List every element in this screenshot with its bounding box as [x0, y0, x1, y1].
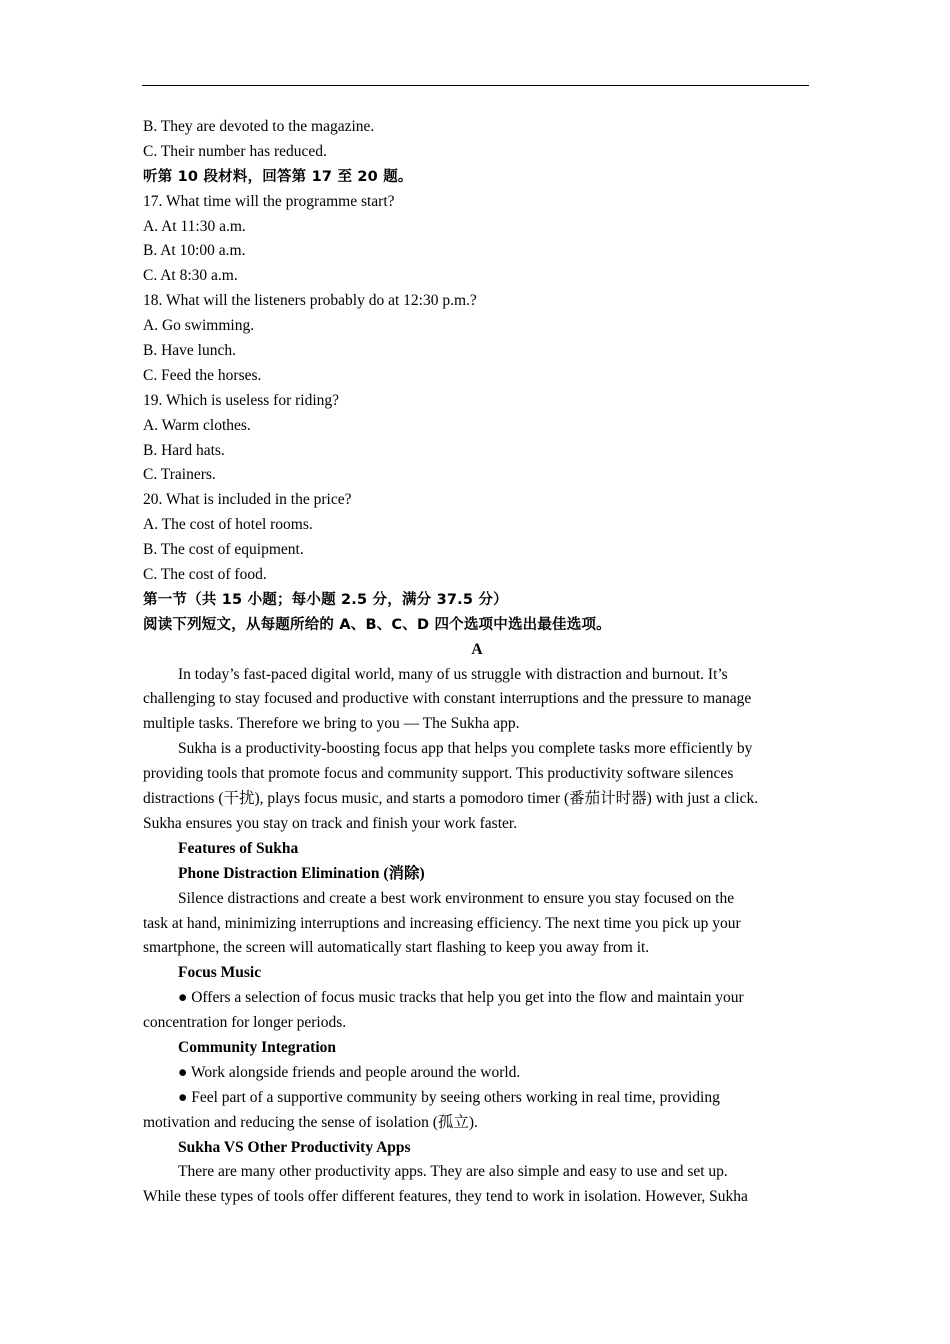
- focus-music-heading: Focus Music: [178, 964, 262, 982]
- q19-option-b: B. Hard hats.: [143, 441, 225, 459]
- para2-line-2: providing tools that promote focus and community support. This productivity software silences: [143, 765, 734, 783]
- phone-line-3: smartphone, the screen will automatically start flashing to keep you away from it.: [143, 939, 650, 957]
- para2-line-4: Sukha ensures you stay on track and finish your work faster.: [143, 814, 518, 832]
- community-bullet-2: [143, 1086, 811, 1136]
- vs-paragraph: [143, 1160, 811, 1210]
- q17-option-a: A. At 11:30 a.m.: [143, 217, 246, 235]
- community-heading: Community Integration: [178, 1038, 337, 1056]
- features-heading: Features of Sukha: [178, 839, 299, 857]
- option-b-prev: B. They are devoted to the magazine.: [143, 118, 375, 135]
- reading-instruction: 阅读下列短文，从每题所给的 A、B、C、D 四个选项中选出最佳选项。: [143, 616, 611, 633]
- intro-line-2: challenging to stay focused and productive with constant interruptions and the pressure to manage: [143, 690, 752, 708]
- q18-option-c: C. Feed the horses.: [143, 366, 262, 384]
- community-bullet-1: [143, 1061, 811, 1086]
- phone-line-1: Silence distractions and create a best work environment to ensure you stay focused on the: [178, 889, 735, 907]
- option-c-prev: C. Their number has reduced.: [143, 142, 327, 160]
- q17-option-b: B. At 10:00 a.m.: [143, 242, 246, 260]
- q19-option-a: A. Warm clothes.: [143, 416, 251, 434]
- q17-option-c: C. At 8:30 a.m.: [143, 267, 238, 285]
- phone-distraction-paragraph: [143, 887, 811, 962]
- community-line-1: ● Work alongside friends and people around the world.: [178, 1063, 521, 1081]
- question-18: 18. What will the listeners probably do at 12:30 p.m.?: [143, 292, 477, 310]
- q20-option-a: A. The cost of hotel rooms.: [143, 516, 313, 534]
- question-17: 17. What time will the programme start?: [143, 192, 395, 210]
- intro-paragraph: [143, 663, 811, 738]
- vs-heading: Sukha VS Other Productivity Apps: [178, 1138, 411, 1156]
- para2-line-3: distractions (干扰), plays focus music, and starts a pomodoro timer (番茄计时器) with just a click.: [143, 790, 759, 808]
- listening-instruction: 听第 10 段材料，回答第 17 至 20 题。: [143, 168, 413, 185]
- q19-option-c: C. Trainers.: [143, 466, 216, 484]
- music-line-1: ● Offers a selection of focus music tracks that help you get into the flow and maintain your: [178, 989, 744, 1007]
- exam-page: [143, 115, 811, 1210]
- vs-line-2: While these types of tools offer different features, they tend to work in isolation. However, Sukha: [143, 1188, 748, 1206]
- reading-section-header: 第一节（共 15 小题；每小题 2.5 分，满分 37.5 分）: [143, 591, 508, 608]
- vs-line-1: There are many other productivity apps. They are also simple and easy to use and set up.: [178, 1163, 728, 1181]
- header-rule: [142, 85, 809, 86]
- para2-line-1: Sukha is a productivity-boosting focus app that helps you complete tasks more efficiently by: [178, 740, 753, 758]
- phone-distraction-heading: Phone Distraction Elimination (消除): [178, 864, 425, 882]
- community-line-3: motivation and reducing the sense of isolation (孤立).: [143, 1113, 478, 1131]
- passage-label: A: [471, 640, 483, 658]
- sukha-description-paragraph: [143, 737, 811, 837]
- q18-option-a: A. Go swimming.: [143, 317, 255, 335]
- music-line-2: concentration for longer periods.: [143, 1014, 347, 1032]
- intro-line-3: multiple tasks. Therefore we bring to you — The Sukha app.: [143, 715, 520, 733]
- intro-line-1: In today’s fast-paced digital world, many of us struggle with distraction and burnout. It’s: [178, 665, 728, 683]
- question-19: 19. Which is useless for riding?: [143, 391, 340, 409]
- community-line-2: ● Feel part of a supportive community by seeing others working in real time, providing: [178, 1088, 720, 1106]
- question-20: 20. What is included in the price?: [143, 491, 352, 509]
- q18-option-b: B. Have lunch.: [143, 342, 236, 360]
- phone-line-2: task at hand, minimizing interruptions and increasing efficiency. The next time you pick up your: [143, 914, 741, 932]
- q20-option-b: B. The cost of equipment.: [143, 541, 304, 559]
- q20-option-c: C. The cost of food.: [143, 566, 267, 584]
- focus-music-bullet: [143, 986, 811, 1036]
